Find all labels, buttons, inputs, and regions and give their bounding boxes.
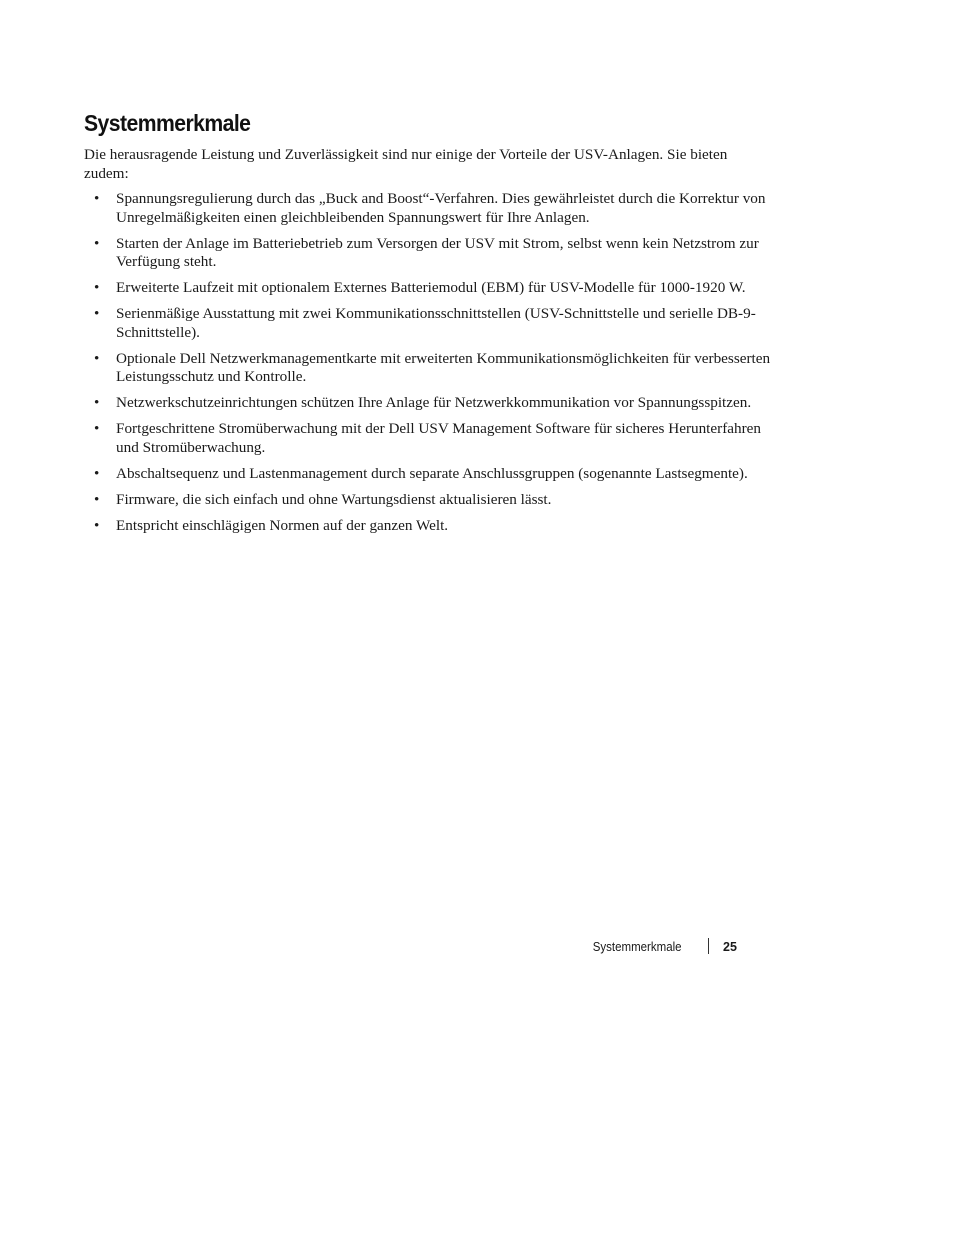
page-title: Systemmerkmale bbox=[84, 110, 251, 136]
bullet-icon: • bbox=[94, 234, 100, 252]
footer-divider bbox=[708, 938, 709, 954]
bullet-icon: • bbox=[94, 490, 100, 508]
bullet-icon: • bbox=[94, 464, 100, 482]
bullet-icon: • bbox=[94, 420, 100, 437]
bullet-icon: • bbox=[94, 305, 100, 322]
list-item-text: Serienmäßige Ausstattung mit zwei Kommunikationsschnittstellen (USV-Schnittstelle und serielle DB-9-Schnittstelle). bbox=[116, 305, 756, 341]
list-item-text: Starten der Anlage im Batteriebetrieb zum Versorgen der USV mit Strom, selbst wenn kein Netzstrom zur Verfügung steht. bbox=[116, 234, 759, 270]
list-item-text: Erweiterte Laufzeit mit optionalem Externes Batteriemodul (EBM) für USV-Modelle für 1000-1920 W. bbox=[116, 279, 746, 296]
list-item bbox=[84, 491, 774, 510]
list-item-text: Netzwerkschutzeinrichtungen schützen Ihre Anlage für Netzwerkkommunikation vor Spannungsspitzen. bbox=[116, 394, 752, 411]
intro-paragraph: Die herausragende Leistung und Zuverlässigkeit sind nur einige der Vorteile der USV-Anlagen. Sie bieten zudem: bbox=[84, 146, 728, 182]
bullet-icon: • bbox=[94, 190, 100, 207]
list-item bbox=[84, 190, 774, 227]
bullet-icon: • bbox=[94, 516, 100, 534]
list-item bbox=[84, 279, 774, 298]
bullet-icon: • bbox=[94, 279, 100, 296]
footer-section-title: Systemmerkmale bbox=[593, 940, 682, 954]
list-item bbox=[84, 235, 774, 272]
list-item-text: Abschaltsequenz und Lastenmanagement durch separate Anschlussgruppen (sogenannte Lastsegmente). bbox=[116, 464, 748, 482]
list-item bbox=[84, 350, 774, 387]
list-item bbox=[84, 465, 774, 484]
list-item bbox=[84, 305, 774, 342]
feature-list bbox=[84, 190, 774, 543]
page-number: 25 bbox=[723, 940, 737, 954]
list-item bbox=[84, 517, 774, 536]
list-item-text: Fortgeschrittene Stromüberwachung mit der Dell USV Management Software für sicheres Herunterfahren und Stromüberwachung. bbox=[116, 420, 761, 456]
list-item-text: Optionale Dell Netzwerkmanagementkarte mit erweiterten Kommunikationsmöglichkeiten für verbesserten Leistungsschutz und Kontrolle. bbox=[116, 349, 771, 385]
bullet-icon: • bbox=[94, 394, 100, 411]
bullet-icon: • bbox=[94, 349, 100, 367]
list-item bbox=[84, 420, 774, 457]
list-item-text: Spannungsregulierung durch das „Buck and Boost“-Verfahren. Dies gewährleistet durch die Korrektur von Unregelmäßigkeiten einen gleichbleibenden Spannungswert für Ihre Anlagen. bbox=[116, 190, 766, 226]
list-item-text: Entspricht einschlägigen Normen auf der ganzen Welt. bbox=[116, 516, 449, 534]
list-item bbox=[84, 394, 774, 413]
list-item-text: Firmware, die sich einfach und ohne Wartungsdienst aktualisieren lässt. bbox=[116, 490, 552, 508]
